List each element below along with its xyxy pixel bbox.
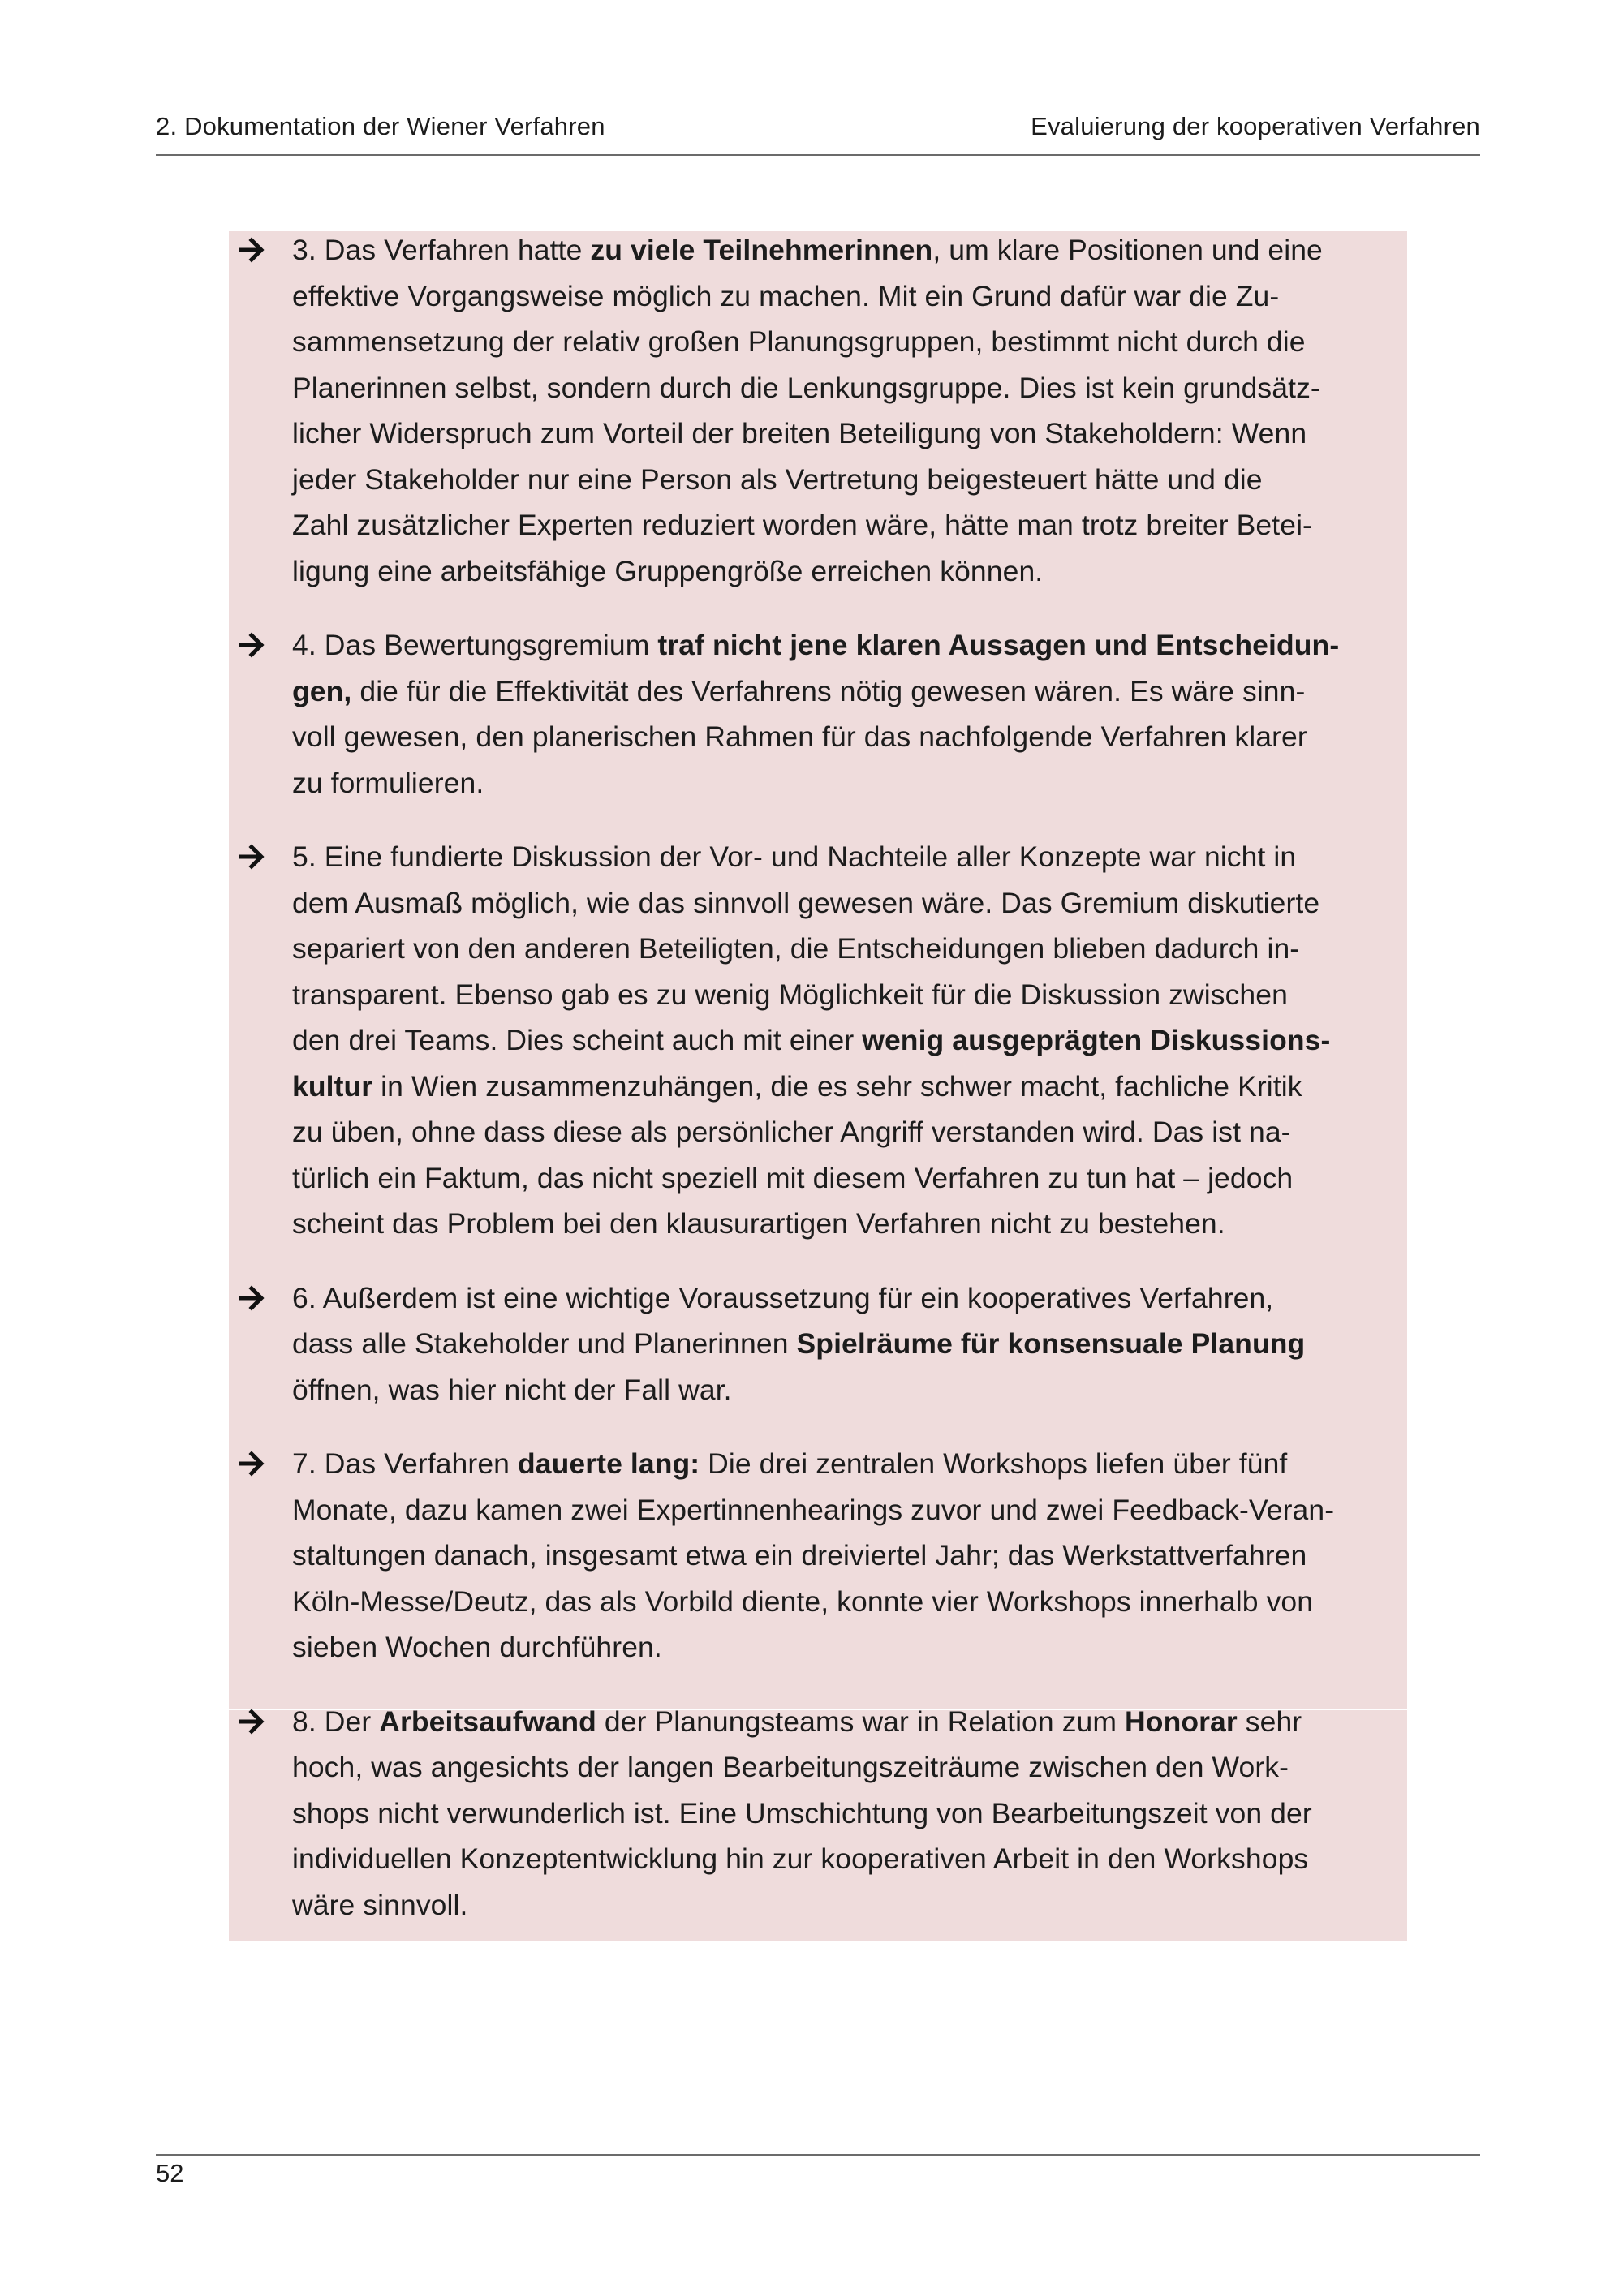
- text-run: shops nicht verwunderlich ist. Eine Umschichtung von Bearbeitungszeit von der: [292, 1796, 1312, 1829]
- text-line: [292, 1836, 1399, 1882]
- list-item: [229, 227, 1407, 594]
- arrow-right-icon: [239, 227, 274, 273]
- text-run: licher Widerspruch zum Vorteil der breiten Beteiligung von Stakeholdern: Wenn: [292, 417, 1307, 449]
- arrow-right-icon: [239, 1275, 274, 1321]
- text-line: [292, 1624, 1399, 1670]
- text-run: dass alle Stakeholder und Planerinnen: [292, 1327, 797, 1360]
- text-line: [292, 1017, 1399, 1064]
- text-run: wäre sinnvoll.: [292, 1888, 468, 1921]
- text-line: [292, 411, 1399, 457]
- list-item: [229, 622, 1407, 806]
- text-line: [292, 1109, 1399, 1155]
- list-item: [229, 1275, 1407, 1413]
- text-line: [292, 319, 1399, 365]
- text-line: [292, 365, 1399, 411]
- text-run: Monate, dazu kamen zwei Expertinnenhearings zuvor und zwei Feedback-Veran-: [292, 1493, 1335, 1526]
- arrow-right-icon: [239, 1699, 274, 1744]
- text-line: [292, 926, 1399, 972]
- text-run: effektive Vorgangsweise möglich zu machen. Mit ein Grund dafür war die Zu-: [292, 279, 1280, 312]
- header-section-title: Evaluierung der kooperativen Verfahren: [1031, 112, 1480, 140]
- emphasis-text: traf nicht jene klaren Aussagen und Entscheidun-: [657, 629, 1340, 661]
- emphasis-text: kultur: [292, 1069, 373, 1103]
- text-run: scheint das Problem bei den klausurartigen Verfahren nicht zu bestehen.: [292, 1207, 1225, 1240]
- text-line: [292, 880, 1399, 927]
- text-line: [292, 622, 1399, 669]
- text-line: [292, 273, 1399, 320]
- arrow-right-icon: [239, 1441, 274, 1486]
- text-run: transparent. Ebenso gab es zu wenig Möglichkeit für die Diskussion zwischen: [292, 978, 1288, 1011]
- emphasis-text: wenig ausgeprägten Diskussions-: [862, 1024, 1331, 1056]
- text-run: , um klare Positionen und eine: [932, 234, 1323, 266]
- arrow-right-icon: [239, 834, 274, 879]
- list-item: [229, 1441, 1407, 1670]
- text-run: separiert von den anderen Beteiligten, die Entscheidungen blieben dadurch in-: [292, 932, 1300, 965]
- text-line: [292, 457, 1399, 503]
- text-line: [292, 1791, 1399, 1837]
- header-chapter-title: 2. Dokumentation der Wiener Verfahren: [156, 112, 605, 140]
- text-run: 3. Das Verfahren hatte: [292, 234, 591, 266]
- running-header: [156, 112, 1480, 156]
- text-line: [292, 502, 1399, 548]
- text-run: sehr: [1237, 1705, 1302, 1738]
- text-run: Zahl zusätzlicher Experten reduziert worden wäre, hätte man trotz breiter Betei-: [292, 509, 1312, 541]
- emphasis-text: Honorar: [1125, 1705, 1238, 1738]
- text-line: [292, 714, 1399, 760]
- text-run: zu formulieren.: [292, 766, 484, 799]
- text-run: sieben Wochen durchführen.: [292, 1631, 662, 1663]
- text-line: [292, 1744, 1399, 1791]
- arrow-right-icon: [239, 622, 274, 668]
- text-run: Köln-Messe/Deutz, das als Vorbild diente, konnte vier Workshops innerhalb von: [292, 1584, 1314, 1618]
- findings-list: [229, 227, 1407, 1956]
- text-run: dem Ausmaß möglich, wie das sinnvoll gewesen wäre. Das Gremium diskutierte: [292, 886, 1320, 919]
- text-run: zu üben, ohne dass diese als persönlicher Angriff verstanden wird. Das ist na-: [292, 1116, 1291, 1148]
- text-run: hoch, was angesichts der langen Bearbeitungszeiträume zwischen den Work-: [292, 1751, 1289, 1783]
- text-run: den drei Teams. Dies scheint auch mit einer: [292, 1024, 863, 1056]
- text-line: [292, 972, 1399, 1018]
- text-line: [292, 1699, 1399, 1745]
- text-run: jeder Stakeholder nur eine Person als Vertretung beigesteuert hätte und die: [292, 462, 1263, 496]
- text-run: sammensetzung der relativ großen Planungsgruppen, bestimmt nicht durch die: [292, 325, 1306, 358]
- text-line: [292, 548, 1399, 595]
- text-run: 8. Der: [292, 1705, 380, 1738]
- emphasis-text: zu viele Teilnehmerinnen: [590, 234, 933, 266]
- emphasis-text: Arbeitsaufwand: [379, 1705, 596, 1738]
- text-line: [292, 1579, 1399, 1625]
- list-item: [229, 1699, 1407, 1928]
- emphasis-text: dauerte lang:: [517, 1447, 700, 1480]
- text-run: türlich ein Faktum, das nicht speziell mit diesem Verfahren zu tun hat – jedoch: [292, 1161, 1294, 1194]
- text-run: 4. Das Bewertungsgremium: [292, 629, 658, 661]
- text-run: ligung eine arbeitsfähige Gruppengröße erreichen können.: [292, 554, 1044, 587]
- text-line: [292, 1882, 1399, 1928]
- text-line: [292, 669, 1399, 715]
- text-run: voll gewesen, den planerischen Rahmen für das nachfolgende Verfahren klarer: [292, 720, 1307, 753]
- text-run: individuellen Konzeptentwicklung hin zur kooperativen Arbeit in den Workshops: [292, 1842, 1309, 1875]
- text-line: [292, 1064, 1399, 1110]
- text-run: 5. Eine fundierte Diskussion der Vor- und Nachteile aller Konzepte war nicht in: [292, 841, 1297, 873]
- text-line: [292, 227, 1399, 273]
- text-line: [292, 1321, 1399, 1367]
- emphasis-text: Spielräume für konsensuale Planung: [796, 1327, 1306, 1360]
- text-line: [292, 1201, 1399, 1247]
- page-footer: [156, 2154, 1480, 2188]
- text-run: öffnen, was hier nicht der Fall war.: [292, 1373, 732, 1406]
- text-line: [292, 1367, 1399, 1413]
- text-line: [292, 1155, 1399, 1202]
- list-item: [229, 834, 1407, 1247]
- text-run: Planerinnen selbst, sondern durch die Lenkungsgruppe. Dies ist kein grundsätz-: [292, 371, 1320, 404]
- page-number: 52: [156, 2159, 184, 2187]
- text-run: 7. Das Verfahren: [292, 1447, 518, 1480]
- text-run: die für die Effektivität des Verfahrens nötig gewesen wären. Es wäre sinn-: [351, 674, 1306, 707]
- text-line: [292, 1275, 1399, 1322]
- text-line: [292, 1441, 1399, 1487]
- text-run: staltungen danach, insgesamt etwa ein dreiviertel Jahr; das Werkstattverfahren: [292, 1539, 1307, 1572]
- text-run: 6. Außerdem ist eine wichtige Voraussetzung für ein kooperatives Verfahren,: [292, 1281, 1274, 1314]
- text-line: [292, 1487, 1399, 1533]
- text-line: [292, 834, 1399, 880]
- text-line: [292, 760, 1399, 806]
- text-run: Die drei zentralen Workshops liefen über fünf: [700, 1447, 1288, 1480]
- text-run: in Wien zusammenzuhängen, die es sehr schwer macht, fachliche Kritik: [372, 1069, 1302, 1103]
- text-line: [292, 1533, 1399, 1579]
- text-run: der Planungsteams war in Relation zum: [596, 1705, 1126, 1738]
- emphasis-text: gen,: [292, 674, 352, 707]
